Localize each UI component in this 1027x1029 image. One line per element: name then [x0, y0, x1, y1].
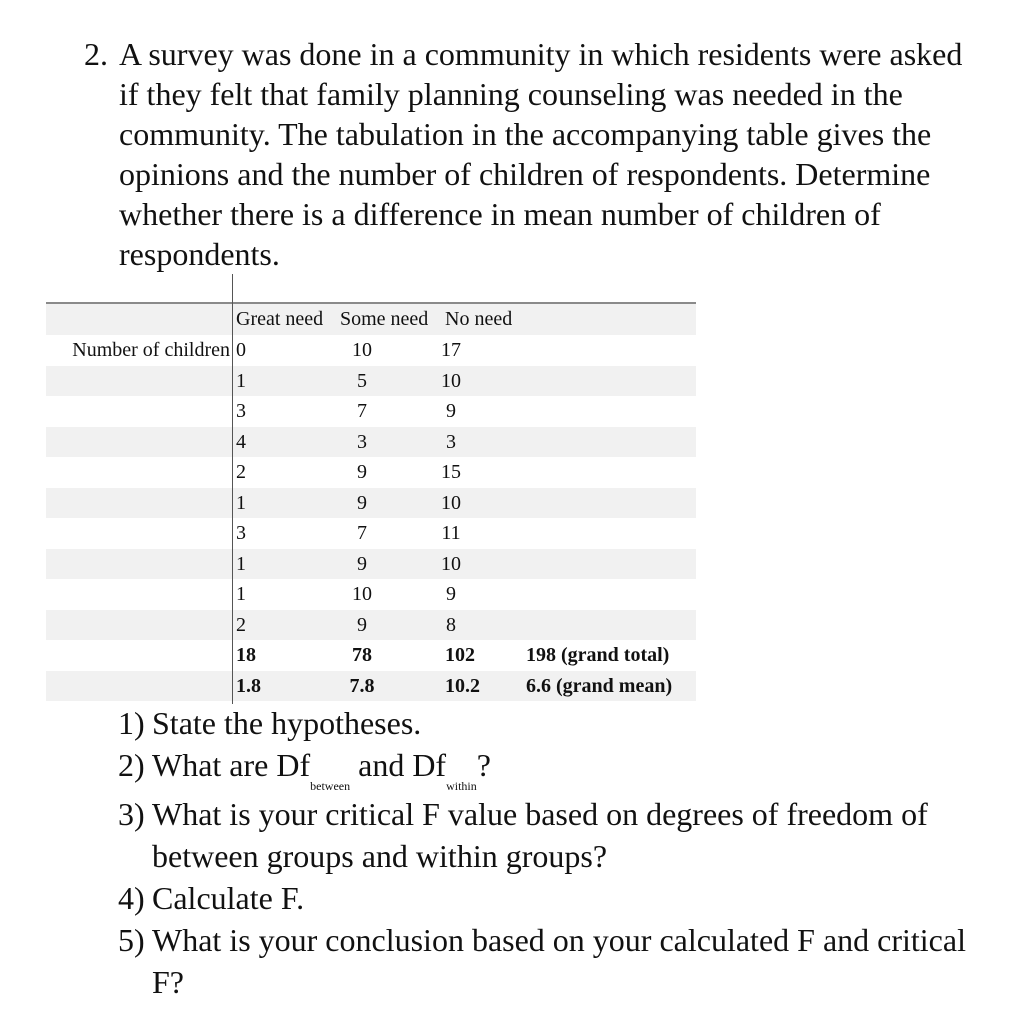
cell-great-need: 4: [236, 430, 246, 453]
table-row: [46, 579, 696, 610]
table-row: [46, 610, 696, 641]
cell-great-need: 2: [236, 461, 246, 483]
cell-no-need: 15: [441, 461, 461, 483]
question-1: [118, 702, 998, 744]
problem-number: 2.: [84, 36, 108, 72]
header-great-need: Great need: [236, 308, 324, 330]
question-text: [152, 744, 998, 793]
table-row: [46, 427, 696, 458]
cell-some-need: 9: [357, 461, 367, 483]
total-great-need: 18: [236, 644, 256, 666]
table-row: [46, 366, 696, 397]
grand-total: 198 (grand total): [526, 644, 670, 666]
question-2: [118, 744, 998, 793]
row-label: Number of children: [72, 339, 230, 361]
question-list: [118, 702, 998, 1003]
cell-no-need: 10: [441, 552, 461, 575]
cell-great-need: 1: [236, 552, 246, 575]
mean-great-need: 1.8: [236, 674, 261, 697]
cell-no-need: 3: [446, 430, 456, 453]
question-2-part-1: What are Df: [152, 747, 311, 783]
grand-mean: 6.6 (grand mean): [526, 674, 673, 697]
cell-some-need: 7: [357, 400, 367, 422]
cell-great-need: 1: [236, 583, 246, 605]
table-row: [46, 335, 696, 366]
cell-great-need: 3: [236, 400, 246, 422]
cell-no-need: 10: [441, 369, 461, 392]
question-number: 5): [118, 922, 145, 958]
cell-great-need: 1: [236, 369, 246, 392]
table-means-row: [46, 671, 696, 702]
question-5: [118, 919, 998, 1003]
table-row: [46, 549, 696, 580]
question-text: What is your critical F value based on degrees of freedom of between groups and within groups?: [152, 796, 928, 874]
cell-some-need: 9: [357, 613, 367, 636]
cell-no-need: 11: [441, 522, 461, 544]
mean-no-need: 10.2: [445, 674, 480, 697]
question-2-part-2: and Df: [350, 747, 447, 783]
question-number: 4): [118, 880, 145, 916]
cell-no-need: 10: [441, 491, 461, 514]
question-text: State the hypotheses.: [152, 705, 422, 741]
total-no-need: 102: [445, 644, 475, 666]
question-3: [118, 793, 998, 877]
header-some-need: Some need: [340, 308, 429, 330]
table-row: [46, 518, 696, 549]
table-column-divider: [232, 274, 233, 704]
cell-no-need: 9: [446, 583, 456, 605]
cell-some-need: 10: [352, 339, 372, 361]
table-totals-row: [46, 640, 696, 671]
cell-no-need: 8: [446, 613, 456, 636]
problem-statement: [84, 34, 964, 274]
cell-some-need: 9: [357, 552, 367, 575]
question-number: 1): [118, 705, 145, 741]
total-some-need: 78: [352, 644, 372, 666]
table-row: [46, 488, 696, 519]
question-number: 2): [118, 747, 145, 783]
header-no-need: No need: [445, 308, 513, 330]
problem-text: A survey was done in a community in which residents were asked if they felt that family planning counseling was needed in the community. The tabulation in the accompanying table gives the opinions and the number of children of respondents. Determine whether there is a difference in mean number of children of respondents.: [119, 36, 963, 272]
table-row: [46, 457, 696, 488]
cell-some-need: 7: [357, 522, 367, 544]
cell-some-need: 10: [352, 583, 372, 605]
cell-some-need: 9: [357, 491, 367, 514]
cell-great-need: 3: [236, 522, 246, 544]
subscript-within: within: [446, 779, 477, 793]
cell-great-need: 0: [236, 339, 246, 361]
question-4: [118, 877, 998, 919]
question-number: 3): [118, 796, 145, 832]
table-row: [46, 396, 696, 427]
cell-no-need: 17: [441, 339, 461, 361]
cell-no-need: 9: [446, 400, 456, 422]
question-text: What is your conclusion based on your calculated F and critical F?: [152, 922, 966, 1000]
cell-great-need: 2: [236, 613, 246, 636]
mean-some-need: 7.8: [349, 674, 375, 697]
table-header-row: [46, 304, 696, 335]
subscript-between: between: [310, 779, 351, 793]
question-text: Calculate F.: [152, 880, 305, 916]
question-2-part-3: ?: [476, 747, 491, 783]
cell-some-need: 3: [357, 430, 367, 453]
cell-great-need: 1: [236, 491, 246, 514]
data-table: [46, 302, 696, 704]
cell-some-need: 5: [357, 369, 367, 392]
